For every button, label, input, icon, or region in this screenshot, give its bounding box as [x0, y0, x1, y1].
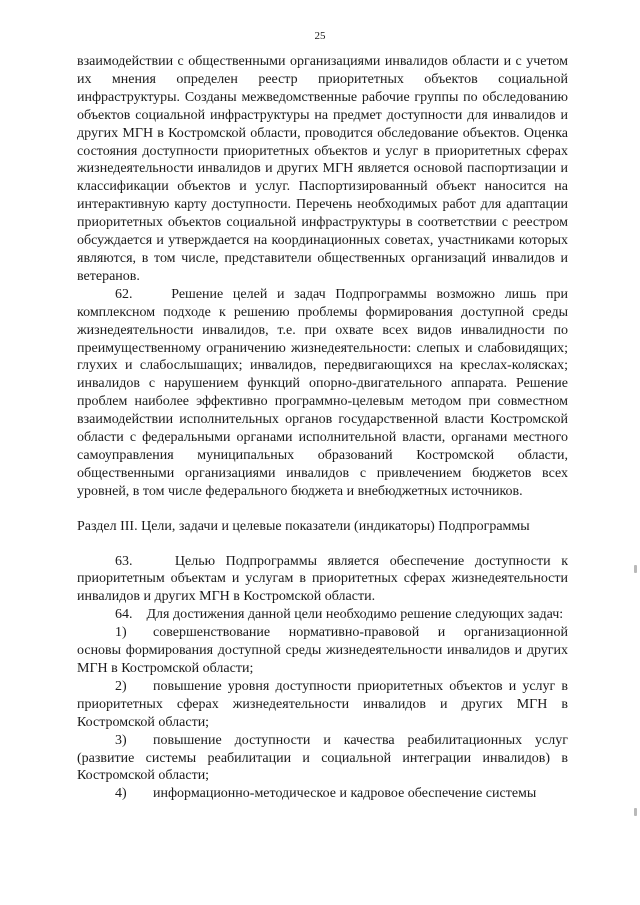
task-item	[77, 732, 568, 786]
task-item	[77, 785, 568, 803]
paragraph-64: 64. Для достижения данной цели необходимо решение следующих задач:	[115, 607, 564, 623]
paragraph-62: 62. Решение целей и задач Подпрограммы возможно лишь при комплексном подходе к решению проблемы формирования доступной среды жизнедеятельности инвалидов, т.е. при охвате всех видов инвалидности по преимущественному ограничению жизнедеятельности: слепых и слабовидящих; глухих и слабослышащих; инвалидов, передвигающихся на креслах-колясках; инвалидов с нарушением функций опорно-двигательного аппарата. Решение проблем наиболее эффективно программно-целевым методом при совместном взаимодействии исполнительных органов государственной власти Костромской области с федеральными органами исполнительной власти, органами местного самоуправления муниципальных образований Костромской области, общественными организациями инвалидов с привлечением бюджетов всех уровней, в том числе федерального бюджета и внебюджетных источников.	[77, 286, 568, 499]
task-text: повышение доступности и качества реабилитационных услуг (развитие системы реабилитации и социальной интеграции инвалидов) в Костромской области;	[77, 732, 568, 784]
section-heading: Раздел III. Цели, задачи и целевые показатели (индикаторы) Подпрограммы	[77, 518, 530, 534]
task-item	[77, 624, 568, 678]
task-number: 3)	[115, 732, 127, 748]
task-text: информационно-методическое и кадровое обеспечение системы	[153, 786, 537, 802]
paragraph-63: 63. Целью Подпрограммы является обеспечение доступности к приоритетным объектам и услугам в приоритетных сферах жизнедеятельности инвалидов и других МГН в Костромской области.	[77, 553, 568, 605]
task-item	[77, 678, 568, 732]
task-number: 1)	[115, 625, 127, 641]
task-text: повышение уровня доступности приоритетных объектов и услуг в приоритетных сферах жизнедеятельности инвалидов и других МГН в Костромской области;	[77, 678, 568, 730]
paragraph-continuation: взаимодействии с общественными организациями инвалидов области и с учетом их мнения определен реестр приоритетных объектов социальной инфраструктуры. Созданы межведомственные рабочие группы по обследованию объектов социальной инфраструктуры на предмет доступности для инвалидов и других МГН в Костромской области, проводится обследование объектов. Оценка состояния доступности приоритетных объектов и услуг в приоритетных сферах жизнедеятельности инвалидов и других МГН является основой паспортизации и классификации объектов и услуг. Паспортизированный объект наносится на интерактивную карту доступности. Перечень необходимых работ для адаптации приоритетных объектов социальной инфраструктуры в соответствии с реестром обсуждается и утверждается на координационных советах, участниками которых являются, в том числе, представители общественных организаций инвалидов и ветеранов.	[77, 54, 568, 284]
task-number: 2)	[115, 678, 127, 694]
page-number: 25	[314, 30, 326, 42]
scan-edge-mark	[634, 808, 637, 816]
task-number: 4)	[115, 786, 127, 802]
page-content	[77, 53, 568, 803]
scan-edge-mark	[634, 565, 637, 573]
task-text: совершенствование нормативно-правовой и организационной основы формирования доступной среды жизнедеятельности инвалидов и других МГН в Костромской области;	[77, 625, 568, 676]
